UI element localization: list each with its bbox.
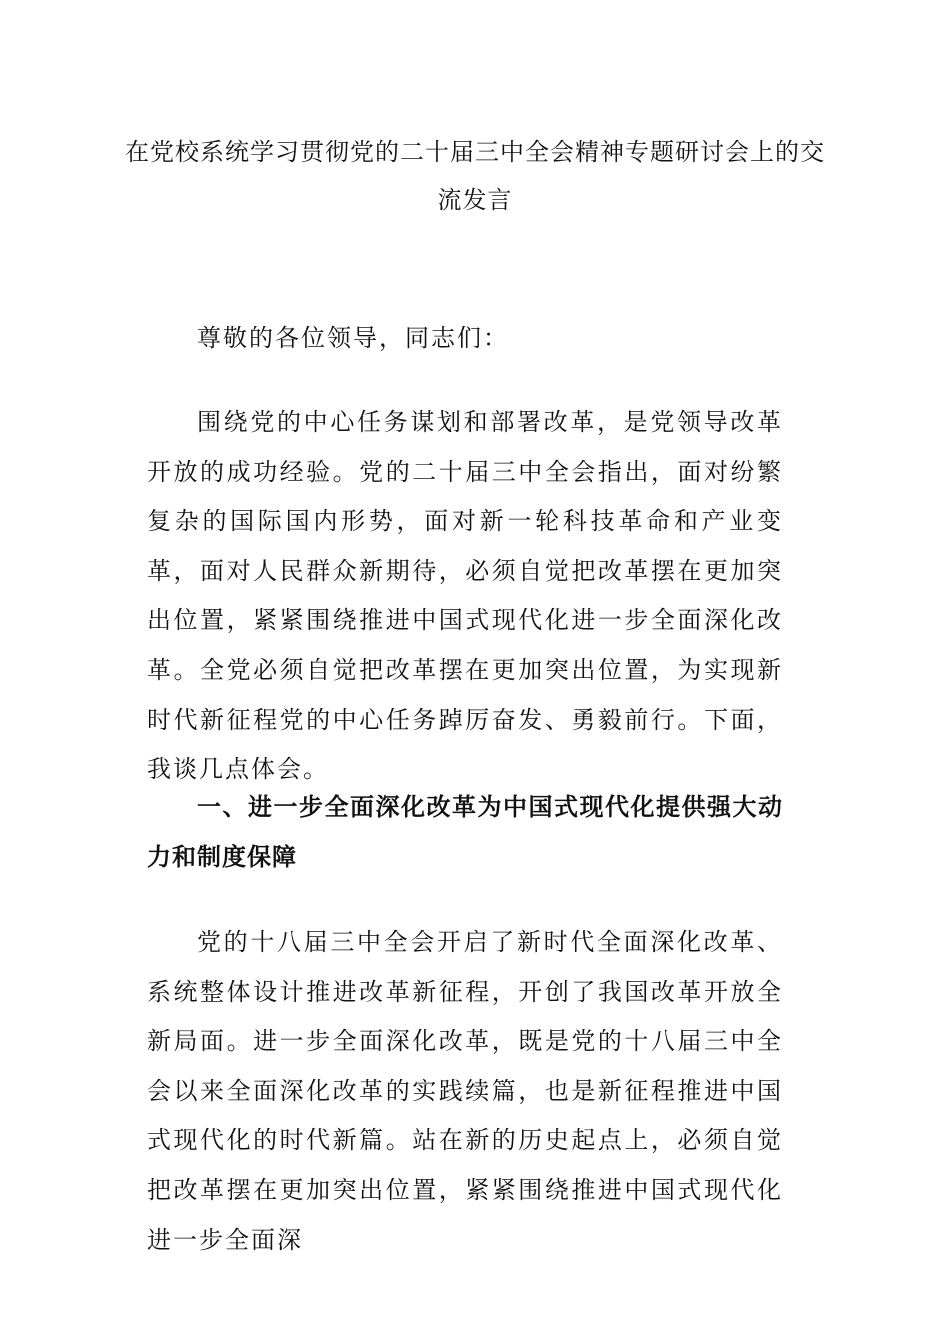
section-heading: 一、进一步全面深化改革为中国式现代化提供强大动力和制度保障: [147, 793, 783, 871]
salutation: 尊敬的各位领导，同志们：: [197, 324, 509, 352]
document-title: 在党校系统学习贯彻党的二十届三中全会精神专题研讨会上的交流发言: [125, 138, 825, 214]
section-paragraph: 党的十八届三中全会开启了新时代全面深化改革、系统整体设计推进改革新征程，开创了我国改革开放全新局面。进一步全面深化改革，既是党的十八届三中全会以来全面深化改革的实践续篇，也是新征程推进中国式现代化的时代新篇。站在新的历史起点上，必须自觉把改革摆在更加突出位置，紧紧围绕推进中国式现代化进一步全面深: [147, 928, 783, 1254]
intro-paragraph: 围绕党的中心任务谋划和部署改革，是党领导改革开放的成功经验。党的二十届三中全会指出，面对纷繁复杂的国际国内形势，面对新一轮科技革命和产业变革，面对人民群众新期待，必须自觉把改革摆在更加突出位置，紧紧围绕推进中国式现代化进一步全面深化改革。全党必须自觉把改革摆在更加突出位置，为实现新时代新征程党的中心任务踔厉奋发、勇毅前行。下面，我谈几点体会。: [147, 408, 783, 784]
